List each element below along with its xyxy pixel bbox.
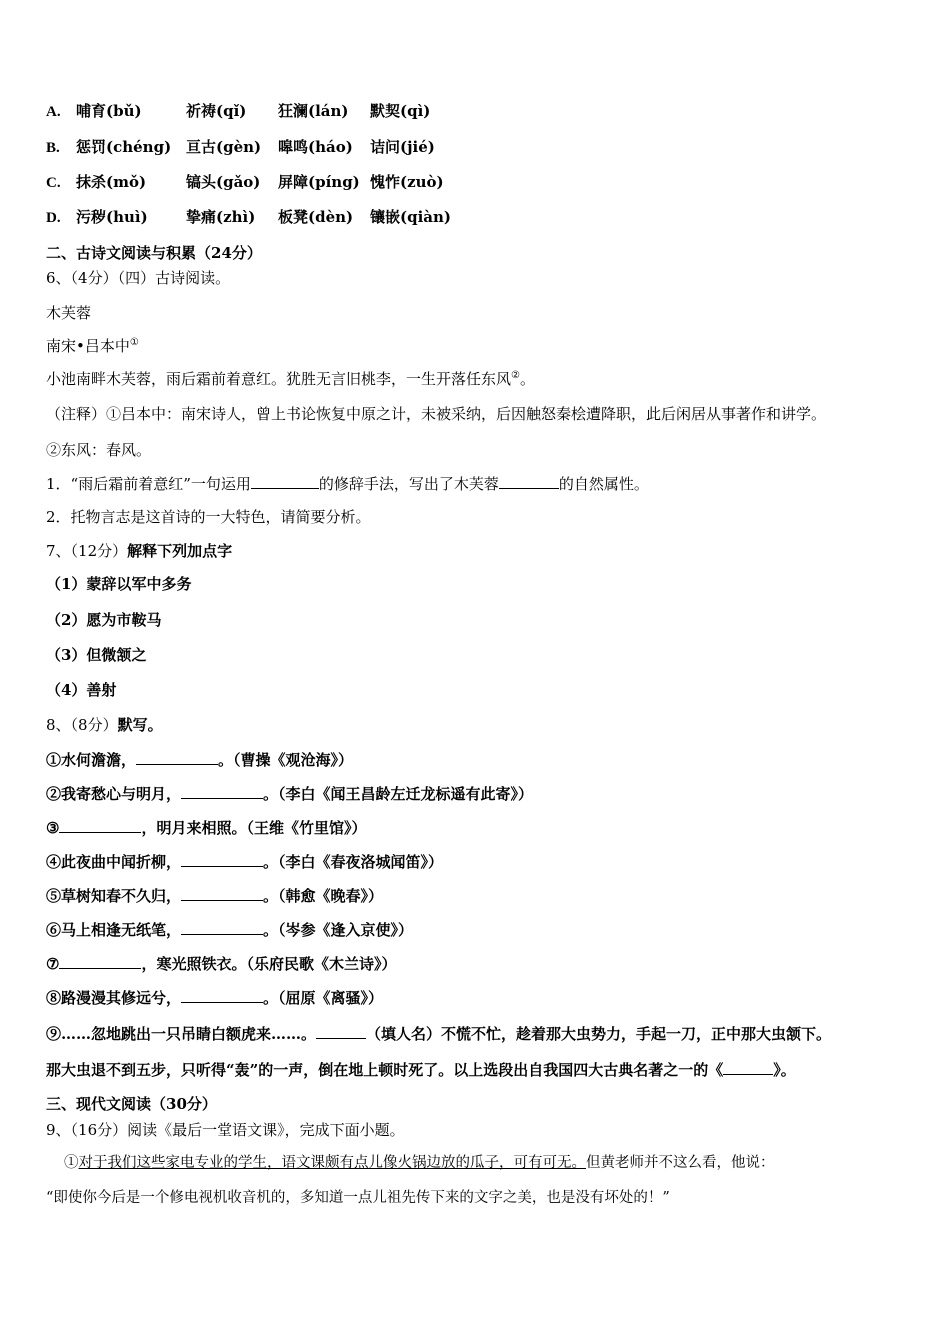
answer-blank[interactable] — [181, 919, 263, 935]
recite-pre: ④此夜曲中闻折柳， — [46, 853, 182, 871]
option-d — [46, 207, 470, 228]
option-word: 惩罚(chéng) — [76, 138, 172, 156]
recite-post: 。（屈原《离骚》） — [263, 989, 384, 1007]
q8-9-text-b: （填人名）不慌不忙，趁着那大虫势力，手起一刀，正中那大虫颔下。 — [366, 1025, 832, 1043]
option-c — [46, 172, 470, 193]
option-b — [46, 137, 470, 158]
q7-item: （4）善射 — [46, 681, 117, 699]
answer-blank[interactable] — [136, 749, 218, 765]
answer-blank[interactable] — [181, 987, 263, 1003]
recite-pre: ②我寄愁心与明月， — [46, 785, 182, 803]
recite-pre: ③ — [46, 819, 60, 837]
poem-title: 木芙蓉 — [46, 304, 92, 322]
recite-line — [46, 851, 443, 872]
footnote-mark: ① — [129, 337, 139, 348]
q7-item: （3）但微颔之 — [46, 646, 147, 664]
poem-body: 小池南畔木芙蓉，雨后霜前着意红。犹胜无言旧桃李，一生开落任东风 — [46, 370, 512, 388]
q7-item: （1）蒙辞以军中多务 — [46, 575, 192, 593]
option-word: 镶嵌(qiàn) — [370, 208, 452, 226]
q8-9-text-d: 》。 — [773, 1061, 796, 1079]
recite-post: 。（岑参《逢入京使》） — [263, 921, 414, 939]
option-word: 愧怍(zuò) — [370, 173, 444, 191]
footnote-mark: ② — [511, 370, 520, 381]
q7-item: （2）愿为市鞍马 — [46, 611, 162, 629]
q8-intro: 8、（8分） — [46, 716, 118, 734]
note-2: ②东风：春风。 — [46, 441, 152, 459]
option-word: 屏障(píng) — [278, 173, 360, 191]
option-letter: B. — [46, 140, 60, 156]
option-word: 狂澜(lán) — [278, 102, 349, 120]
answer-blank[interactable] — [251, 473, 319, 489]
section-heading: 二、古诗文阅读与积累（24分） — [46, 244, 262, 262]
option-word: 挚痛(zhì) — [186, 208, 256, 226]
option-word: 亘古(gèn) — [186, 138, 262, 156]
option-letter: A. — [46, 104, 61, 120]
recite-pre: ⑦ — [46, 955, 60, 973]
q7-title: 解释下列加点字 — [127, 542, 233, 560]
question-7 — [46, 541, 232, 561]
poem-text — [46, 369, 535, 389]
note-1: （注释）①吕本中：南宋诗人，曾上书论恢复中原之计，未被采纳，后因触怒秦桧遭降职，此后闲居从事著作和讲学。 — [46, 405, 827, 423]
recite-pre: ⑥马上相逢无纸笔， — [46, 921, 182, 939]
recite-pre: ⑧路漫漫其修远兮， — [46, 989, 182, 1007]
q8-9-text-a: ⑨……忽地跳出一只吊睛白额虎来……。 — [46, 1025, 317, 1043]
q6-1-text-a: 1．“雨后霜前着意红”一句运用 — [46, 475, 251, 493]
option-a — [46, 101, 470, 122]
recite-line-9b — [46, 1059, 796, 1080]
question-8 — [46, 715, 163, 735]
recite-line — [46, 749, 353, 770]
recite-post: 。（李白《春夜洛城闻笛》） — [263, 853, 444, 871]
option-word: 诘问(jié) — [370, 138, 435, 156]
recite-post: 。（韩愈《晚春》） — [263, 887, 384, 905]
question-6-1 — [46, 473, 649, 494]
recite-post: ，寒光照铁衣。（乐府民歌《木兰诗》） — [141, 955, 397, 973]
answer-blank[interactable] — [723, 1059, 773, 1075]
option-word: 哺育(bǔ) — [76, 102, 142, 120]
paragraph-1-line-2: “即使你今后是一个修电视机收音机的，多知道一点儿祖先传下来的文字之美，也是没有坏处的！” — [46, 1190, 670, 1206]
recite-post: 。（曹操《观沧海》） — [218, 751, 354, 769]
option-word: 抹杀(mǒ) — [76, 173, 147, 191]
option-word: 镐头(gǎo) — [186, 173, 261, 191]
recite-line — [46, 817, 366, 838]
option-word: 默契(qì) — [370, 102, 431, 120]
answer-blank[interactable] — [181, 783, 263, 799]
section-heading: 三、现代文阅读（30分） — [46, 1095, 217, 1113]
paragraph-text: 但黄老师并不这么看，他说： — [586, 1155, 775, 1171]
recite-line — [46, 987, 383, 1008]
paragraph-number: ① — [64, 1155, 79, 1171]
recite-line — [46, 885, 383, 906]
option-word: 污秽(huì) — [76, 208, 148, 226]
answer-blank[interactable] — [499, 473, 559, 489]
question-9-intro: 9、（16分）阅读《最后一堂语文课》，完成下面小题。 — [46, 1121, 405, 1139]
q7-intro: 7、（12分） — [46, 542, 128, 560]
recite-line — [46, 919, 413, 940]
answer-blank[interactable] — [181, 885, 263, 901]
option-word: 嗥鸣(háo) — [278, 138, 353, 156]
recite-line — [46, 953, 396, 974]
option-letter: D. — [46, 210, 61, 226]
recite-line — [46, 783, 533, 804]
q6-1-text-c: 的自然属性。 — [558, 475, 649, 493]
answer-blank[interactable] — [181, 851, 263, 867]
answer-blank[interactable] — [316, 1023, 366, 1039]
recite-pre: ①水何澹澹， — [46, 751, 137, 769]
question-6-2: 2．托物言志是这首诗的一大特色，请简要分析。 — [46, 508, 371, 526]
recite-line-9a — [46, 1023, 831, 1044]
answer-blank[interactable] — [59, 953, 141, 969]
q6-1-text-b: 的修辞手法，写出了木芙蓉 — [318, 475, 499, 493]
recite-post: 。（李白《闻王昌龄左迁龙标遥有此寄》） — [263, 785, 534, 803]
underlined-sentence: 对于我们这些家电专业的学生，语文课颇有点儿像火锅边放的瓜子，可有可无。 — [78, 1155, 586, 1171]
option-word: 板凳(dèn) — [278, 208, 354, 226]
recite-post: ，明月来相照。（王维《竹里馆》） — [141, 819, 367, 837]
poem-author-name: 南宋•吕本中 — [46, 337, 130, 355]
question-6-intro: 6、（4分）（四）古诗阅读。 — [46, 269, 231, 287]
q8-title: 默写。 — [117, 716, 163, 734]
option-letter: C. — [46, 175, 61, 191]
poem-author — [46, 336, 139, 356]
recite-pre: ⑤草树知春不久归， — [46, 887, 182, 905]
option-word: 祈祷(qǐ) — [186, 102, 247, 120]
answer-blank[interactable] — [59, 817, 141, 833]
paragraph-1 — [64, 1153, 775, 1173]
poem-end: 。 — [519, 370, 535, 388]
q8-9-text-c: 那大虫退不到五步，只听得“轰”的一声，倒在地上顿时死了。以上选段出自我国四大古典名著之一的《 — [46, 1061, 724, 1079]
